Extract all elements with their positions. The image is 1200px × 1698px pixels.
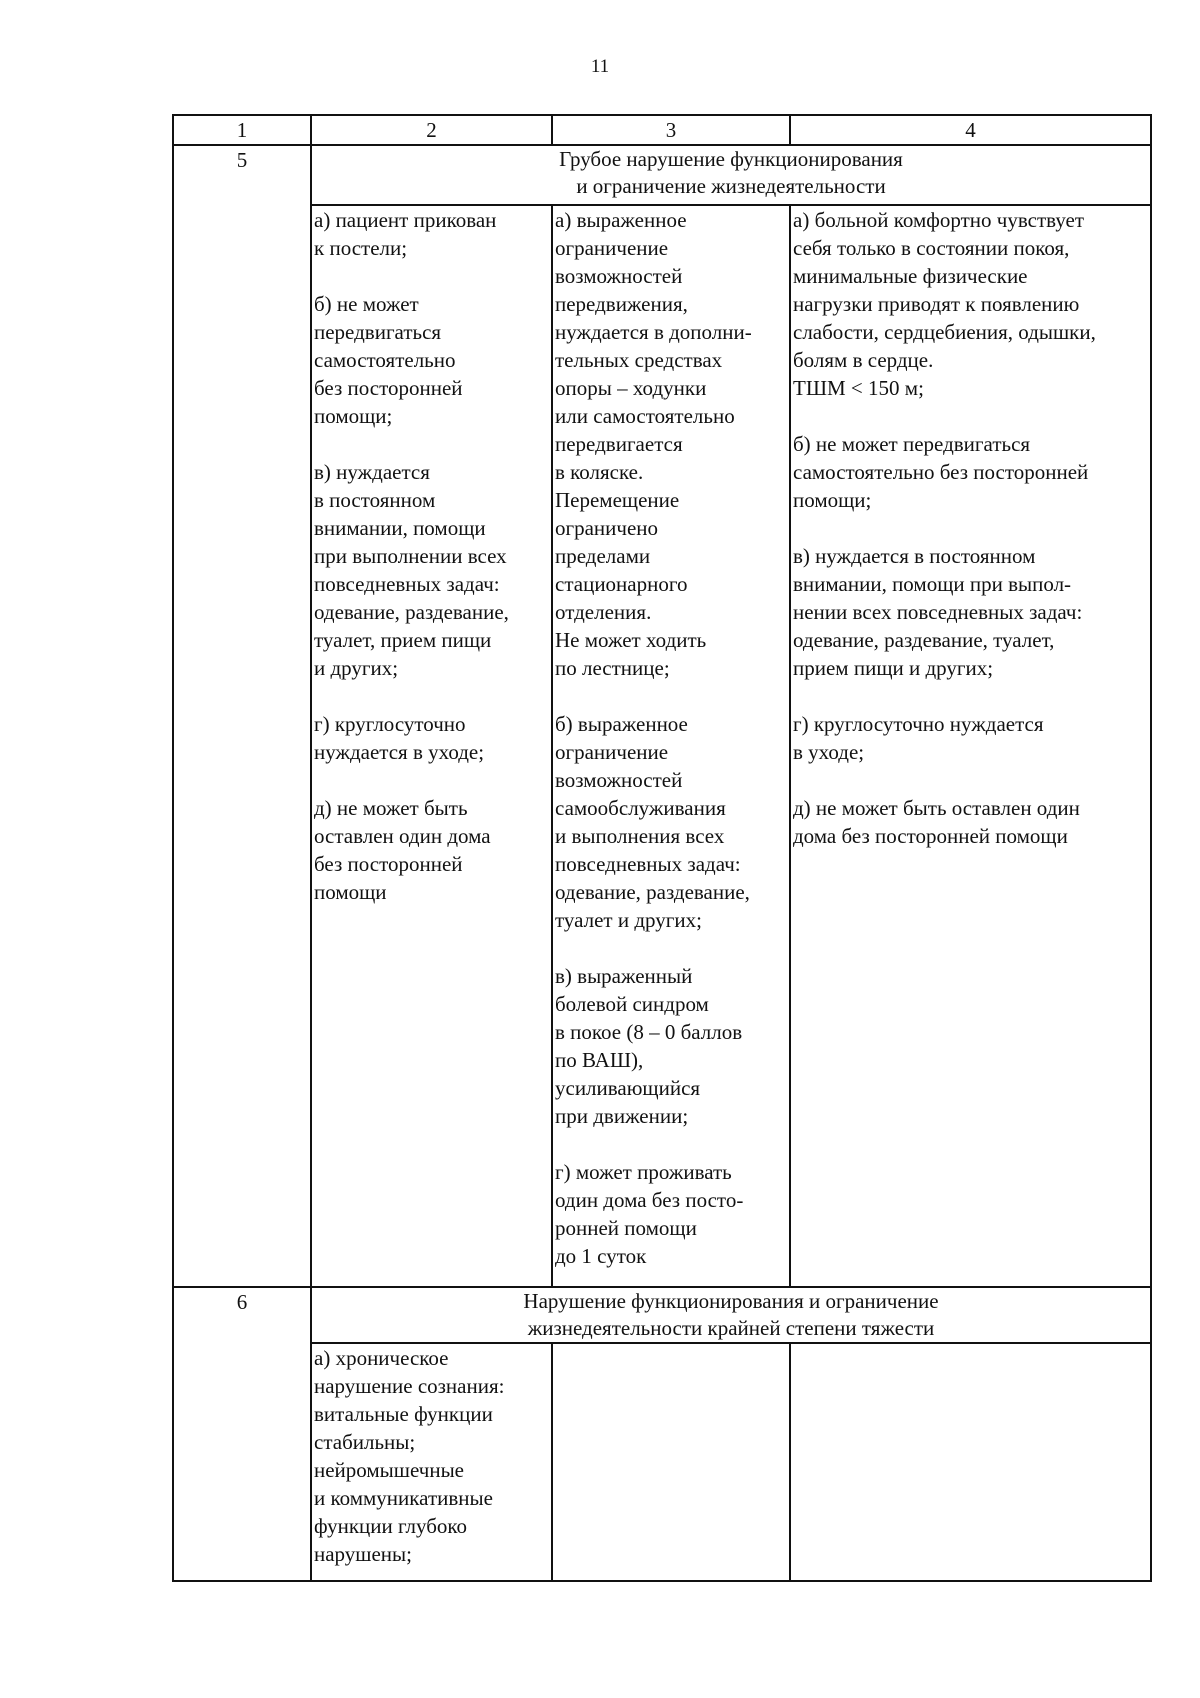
section-title-6: Нарушение функционирования и ограничение жизнедеятельности крайней степени тяжести <box>311 1287 1151 1343</box>
table-header-row <box>173 115 1151 145</box>
list-item: а) больной комфортно чувствует себя только в состоянии покоя, минимальные физические нагрузки приводят к появлению слабости, сердцебиения, одышки, болям в сердце. ТШМ < 150 м; <box>793 208 1096 400</box>
col2-cell-5 <box>311 205 552 1287</box>
section-row-5 <box>173 145 1151 205</box>
col3-cell-6 <box>552 1343 790 1581</box>
list-item: а) выраженное ограничение возможностей передвижения, нуждается в дополни- тельных средствах опоры – ходунки или самостоятельно передвигается в коляске. Перемещение ограничено пределами стационарного отделения. Не может ходить по лестнице; <box>555 208 752 680</box>
detail-row-5 <box>173 205 1151 1287</box>
header-cell-1: 1 <box>173 115 311 145</box>
section-row-6 <box>173 1287 1151 1343</box>
header-cell-3: 3 <box>552 115 790 145</box>
list-item: д) не может быть оставлен один дома без посторонней помощи <box>793 796 1080 848</box>
col4-cell-6 <box>790 1343 1151 1581</box>
col3-cell-5 <box>552 205 790 1287</box>
list-item: б) не может передвигаться самостоятельно без посторонней помощи; <box>314 292 463 428</box>
col2-cell-6 <box>311 1343 552 1581</box>
detail-row-6 <box>173 1343 1151 1581</box>
list-item: в) нуждается в постоянном внимании, помощи при выпол- нении всех повседневных задач: одевание, раздевание, туалет, прием пищи и других; <box>793 544 1083 680</box>
header-cell-4: 4 <box>790 115 1151 145</box>
row-number-6: 6 <box>173 1287 311 1581</box>
section-title-5: Грубое нарушение функционирования и ограничение жизнедеятельности <box>311 145 1151 205</box>
list-item: а) пациент прикован к постели; <box>314 208 497 260</box>
page-number: 11 <box>590 56 610 77</box>
header-cell-2: 2 <box>311 115 552 145</box>
list-item: г) круглосуточно нуждается в уходе; <box>314 712 485 764</box>
list-item: д) не может быть оставлен один дома без посторонней помощи <box>314 796 491 904</box>
list-item: б) выраженное ограничение возможностей самообслуживания и выполнения всех повседневных задач: одевание, раздевание, туалет и других; <box>555 712 750 932</box>
list-item: г) круглосуточно нуждается в уходе; <box>793 712 1044 764</box>
list-item: а) хроническое нарушение сознания: витальные функции стабильны; нейромышечные и коммуникативные функции глубоко нарушены; <box>314 1346 505 1566</box>
list-item: в) нуждается в постоянном внимании, помощи при выполнении всех повседневных задач: одевание, раздевание, туалет, прием пищи и других; <box>314 460 509 680</box>
row-number-5: 5 <box>173 145 311 1287</box>
col4-cell-5 <box>790 205 1151 1287</box>
list-item: б) не может передвигаться самостоятельно без посторонней помощи; <box>793 432 1089 512</box>
list-item: в) выраженный болевой синдром в покое (8 – 0 баллов по ВАШ), усиливающийся при движении; <box>555 964 743 1128</box>
list-item: г) может проживать один дома без посто- ронней помощи до 1 суток <box>555 1160 744 1268</box>
criteria-table <box>172 114 1152 1582</box>
